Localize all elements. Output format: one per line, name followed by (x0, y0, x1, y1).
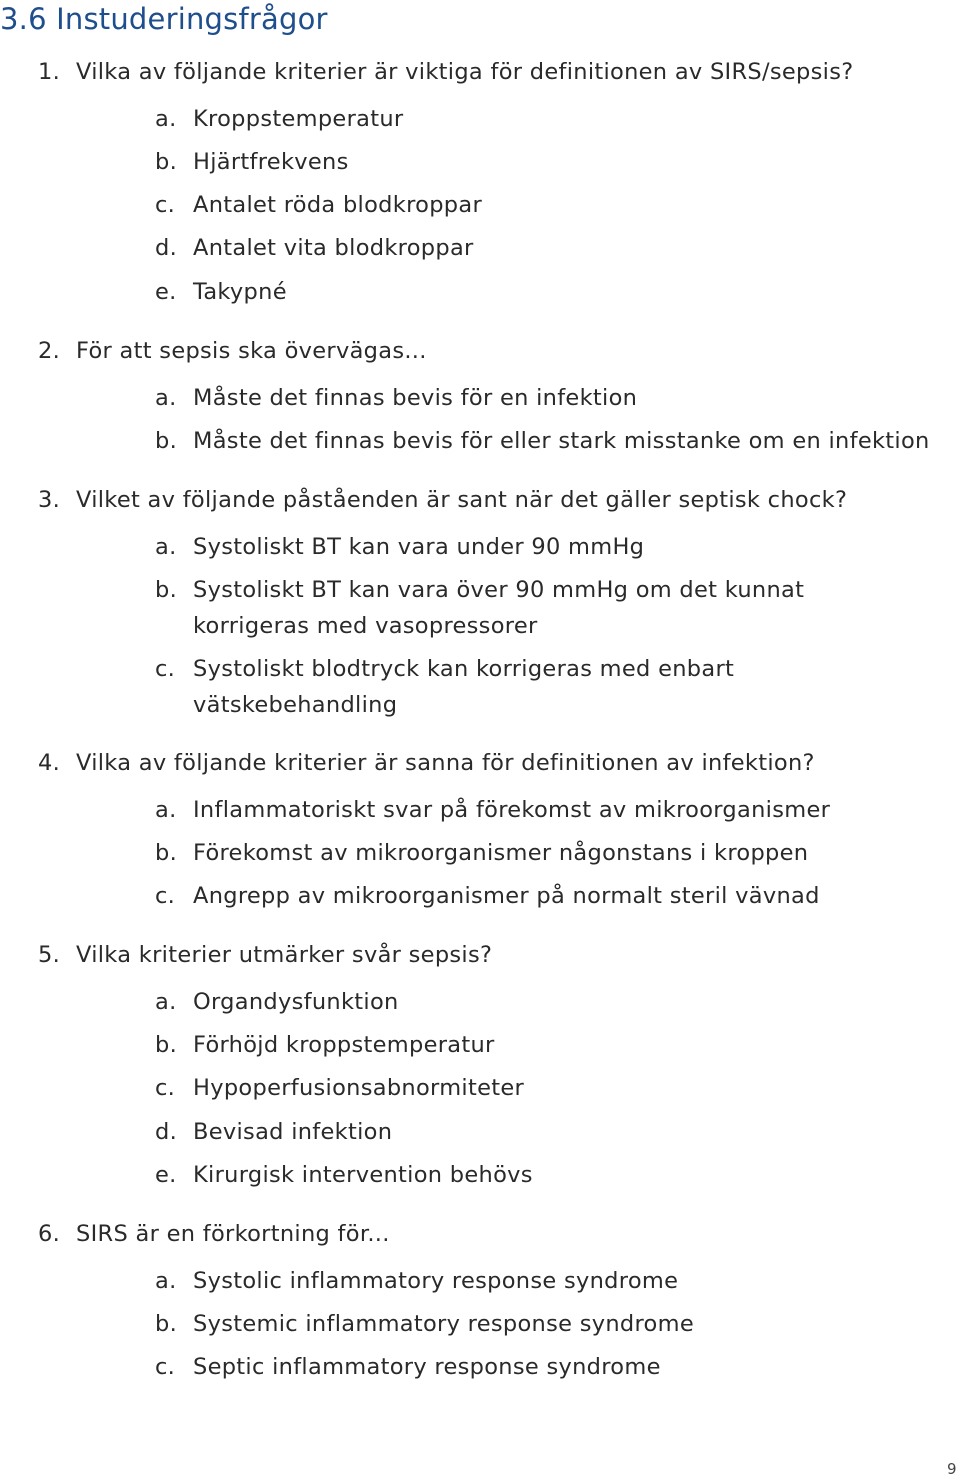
option-text: Systoliskt BT kan vara över 90 mmHg om det kunnat korrigeras med vasopressorer (193, 577, 805, 639)
option-letter: d. (155, 1119, 178, 1145)
option-letter: b. (155, 428, 178, 454)
option-text: Systoliskt BT kan vara under 90 mmHg (193, 534, 645, 560)
option-text: Inflammatoriskt svar på förekomst av mikroorganismer (193, 797, 831, 823)
option-letter: d. (155, 235, 178, 261)
question-number: 3. (38, 487, 61, 513)
option-letter: e. (155, 1162, 177, 1188)
question-number: 5. (38, 942, 61, 968)
option-letter: c. (155, 656, 176, 682)
option-text: Takypné (193, 279, 287, 305)
option-text: Kirurgisk intervention behövs (193, 1162, 533, 1188)
option-text: Angrepp av mikroorganismer på normalt steril vävnad (193, 883, 820, 909)
question-text: Vilka kriterier utmärker svår sepsis? (76, 942, 493, 968)
option-letter: b. (155, 840, 178, 866)
option-letter: e. (155, 279, 177, 305)
question-number: 1. (38, 59, 61, 85)
option-text: Septic inflammatory response syndrome (193, 1354, 661, 1380)
option-letter: a. (155, 1268, 177, 1294)
option-text: Systoliskt blodtryck kan korrigeras med enbart vätskebehandling (193, 656, 735, 718)
option-text: Kroppstemperatur (193, 106, 404, 132)
page-title: 3.6 Instuderingsfrågor (0, 2, 328, 36)
option-letter: b. (155, 149, 178, 175)
question-text: För att sepsis ska övervägas... (76, 338, 427, 364)
option-letter: a. (155, 106, 177, 132)
question-number: 6. (38, 1221, 61, 1247)
question-text: Vilka av följande kriterier är sanna för definitionen av infektion? (76, 750, 815, 776)
page-number: 9 (947, 1460, 957, 1478)
option-letter: b. (155, 1032, 178, 1058)
option-text: Systolic inflammatory response syndrome (193, 1268, 679, 1294)
question-text: SIRS är en förkortning för... (76, 1221, 390, 1247)
question-number: 4. (38, 750, 61, 776)
option-letter: c. (155, 1075, 176, 1101)
question-text: Vilket av följande påståenden är sant när det gäller septisk chock? (76, 487, 848, 513)
option-text: Måste det finnas bevis för eller stark misstanke om en infektion (193, 428, 930, 454)
option-text: Förhöjd kroppstemperatur (193, 1032, 495, 1058)
option-text: Systemic inflammatory response syndrome (193, 1311, 694, 1337)
option-text: Organdysfunktion (193, 989, 399, 1015)
question-number: 2. (38, 338, 61, 364)
option-letter: c. (155, 883, 176, 909)
option-letter: c. (155, 192, 176, 218)
option-letter: b. (155, 1311, 178, 1337)
option-letter: a. (155, 989, 177, 1015)
option-letter: b. (155, 577, 178, 603)
option-text: Antalet röda blodkroppar (193, 192, 483, 218)
option-letter: a. (155, 534, 177, 560)
question-text: Vilka av följande kriterier är viktiga för definitionen av SIRS/sepsis? (76, 59, 854, 85)
option-text: Bevisad infektion (193, 1119, 393, 1145)
option-text: Måste det finnas bevis för en infektion (193, 385, 638, 411)
option-text: Hypoperfusionsabnormiteter (193, 1075, 525, 1101)
option-letter: a. (155, 797, 177, 823)
option-text: Hjärtfrekvens (193, 149, 349, 175)
option-letter: c. (155, 1354, 176, 1380)
option-text: Förekomst av mikroorganismer någonstans i kroppen (193, 840, 809, 866)
option-letter: a. (155, 385, 177, 411)
option-text: Antalet vita blodkroppar (193, 235, 474, 261)
